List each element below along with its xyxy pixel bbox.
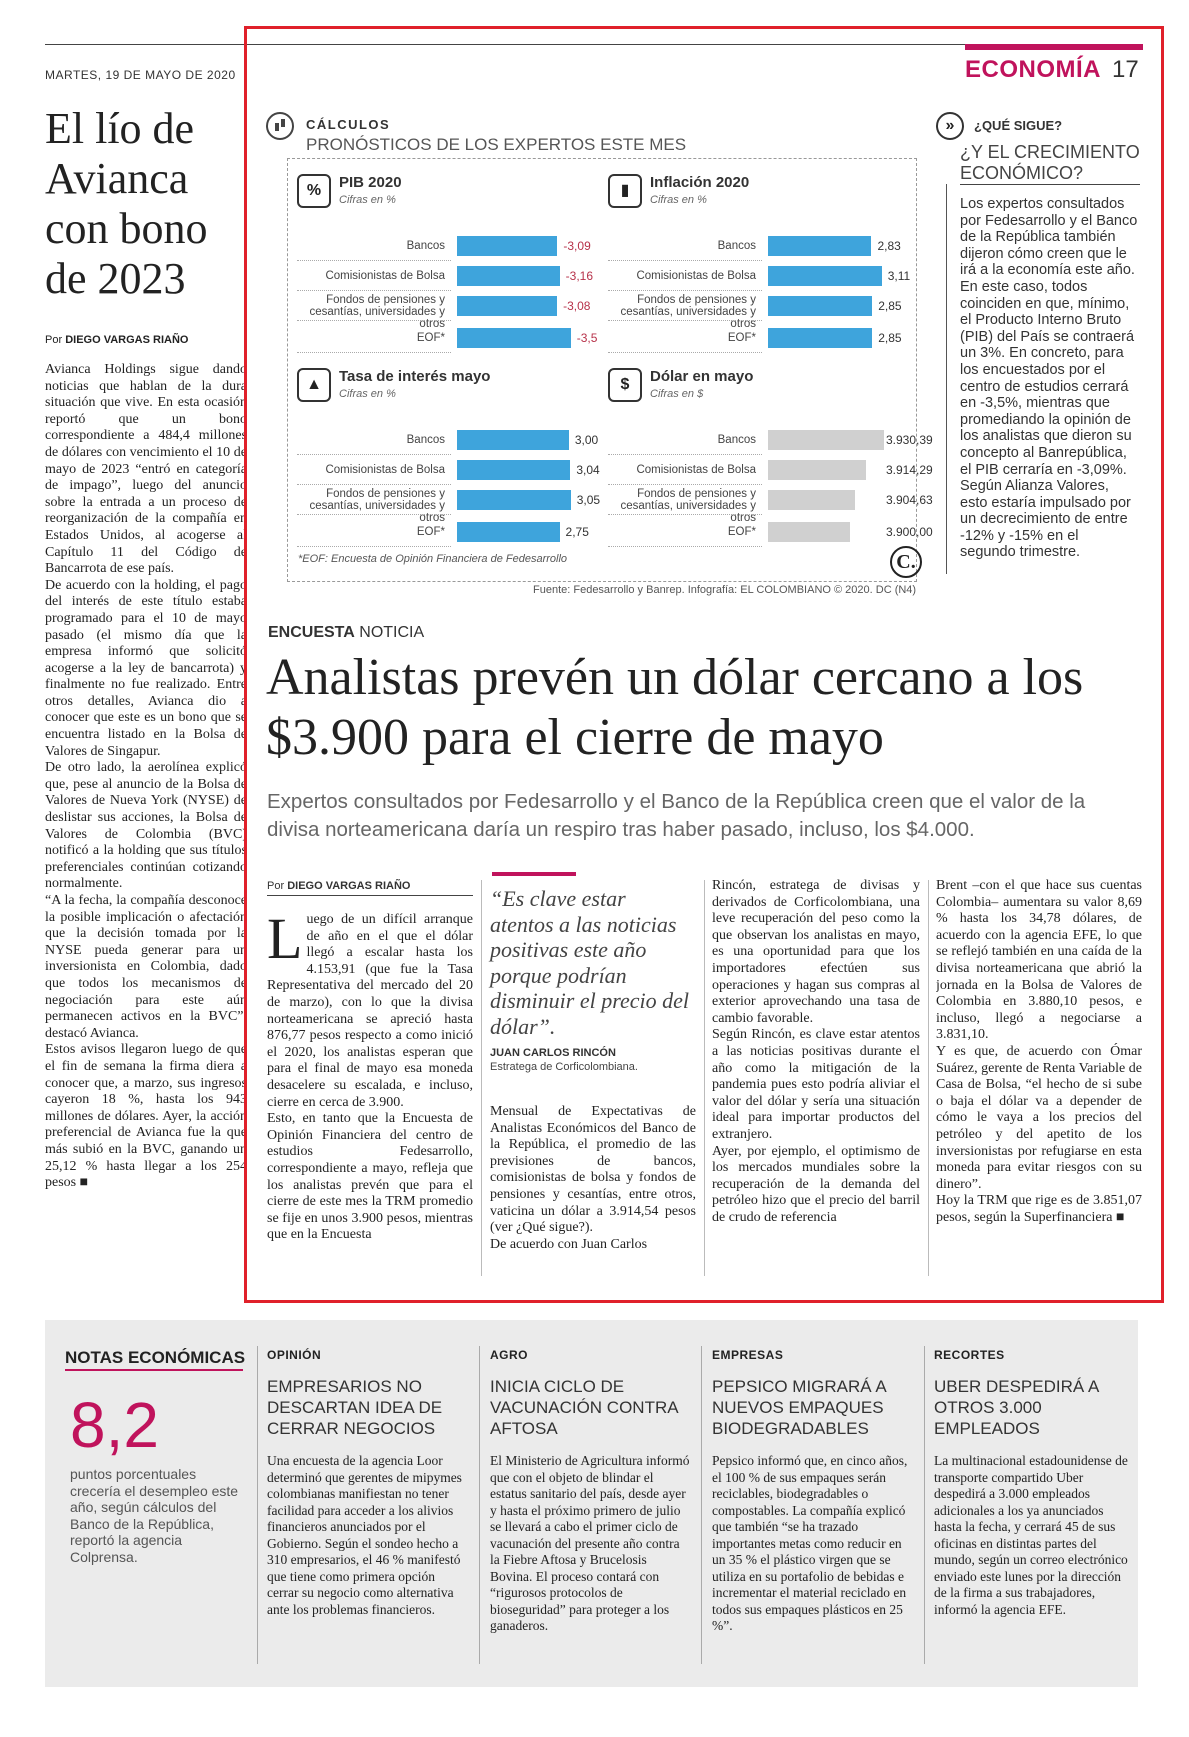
row-separator [608, 514, 762, 516]
side-story-title: El lío de Avianca con bono de 2023 [45, 104, 208, 303]
category-label: Comisionistas de Bolsa [636, 464, 756, 476]
brief-agro [490, 1348, 690, 1635]
section-label: ECONOMÍA [965, 56, 1101, 83]
row-separator [608, 484, 762, 486]
data-label: 3,05 [576, 493, 601, 507]
que-sigue-rule [960, 184, 1140, 185]
bar-3 [768, 296, 872, 316]
data-label: 2,75 [565, 525, 589, 539]
column-divider [928, 880, 929, 1276]
byline-rule [267, 895, 473, 896]
category-label: Comisionistas de Bolsa [325, 270, 445, 282]
row-separator [297, 514, 451, 516]
row-separator [608, 546, 762, 548]
bar-2 [768, 266, 882, 286]
row-separator [297, 320, 451, 322]
data-label: 3.904,63 [886, 493, 933, 507]
bar-2 [457, 460, 570, 480]
row-separator [608, 352, 762, 354]
brief-title: UBER DESPEDIRÁ A OTROS 3.000 EMPLEADOS [934, 1377, 1099, 1438]
quote-author-role: Estratega de Corficolombiana. [490, 1061, 638, 1073]
brief-body: Pepsico informó que, en cinco años, el 100 % de sus empaques serán reciclables, biodegradables o compostables. La compañía explicó que también “se ha trazado importantes metas como reducir en un 35 % el plástico virgen que se utiliza en su portafolio de bebidas e incrementar el material reciclado en todos sus empaques plásticos en 25 %”. [712, 1453, 908, 1633]
chart-title: Inflación 2020 [650, 174, 750, 191]
double-chevron-icon: » [936, 112, 964, 140]
infographic-footnote: *EOF: Encuesta de Opinión Financiera de Fedesarrollo [298, 553, 568, 565]
category-label: Comisionistas de Bolsa [325, 464, 445, 476]
infographic-label: CÁLCULOS [306, 117, 391, 132]
chart-subtitle: Cifras en $ [650, 388, 704, 400]
infographic-source: Fuente: Fedesarrollo y Banrep. Infografía: EL COLOMBIANO © 2020. DC (N4) [533, 584, 917, 596]
bar-3 [768, 490, 855, 510]
data-label: 3,11 [887, 269, 911, 283]
notas-accent-rule [65, 1369, 243, 1371]
category-label: EOF* [416, 332, 445, 344]
brief-body: Una encuesta de la agencia Loor determinó que gerentes de mipymes colombianas manifiestan no tener facilidad para acceder a los alivios financieros anunciados por el Gobierno. Según el sondeo hecho a 310 empresarios, el 46 % manifestó que tiene como primera opción cerrar su negocio como alternativa ante los problemas financieros. [267, 1453, 462, 1617]
category-label: EOF* [727, 332, 756, 344]
data-label: 3,04 [576, 463, 600, 477]
article-column-2: Mensual de Expectativas de Analistas Económicos del Banco de la República, el promedio de las previsiones de bancos, comisionistas de bolsa y fondos de pensiones y cesantías, entre otros, vaticina un dólar a 3.914,54 pesos (ver ¿Qué sigue?). De acuerdo con Juan Carlos [490, 1104, 696, 1252]
bar-3 [457, 490, 571, 510]
highlight-number: 8,2 [70, 1389, 159, 1461]
brief-divider [257, 1346, 258, 1664]
data-label: 2,85 [878, 331, 902, 345]
data-label: -3,16 [565, 269, 594, 283]
row-separator [297, 352, 451, 354]
bar-4 [457, 328, 571, 348]
bar-3 [457, 296, 557, 316]
category-label: Bancos [717, 240, 756, 252]
row-separator [297, 454, 451, 456]
brief-divider [479, 1346, 480, 1664]
article-kicker [268, 624, 424, 642]
category-label: Fondos de pensiones y cesantías, universidades y otros [620, 294, 756, 330]
article-column-4: Brent –con el que hace sus cuentas Colombia– aumentara su valor 8,69 % hasta los 34,78 dólares, de acuerdo con la agencia EFE, lo que se reflejó también en una caída de la divisa norteamericana que abrió la jornada en la Bolsa de Valores de Colombia en 3.880,10 pesos, e incluso, llegó a negociarse a 3.831,10. Y es que, de acuerdo con Ómar Suárez, gerente de Renta Variable de Casa de Bolsa, “el hecho de si sube o baja el dólar va a depender de cómo le vaya a los precios del petróleo y del apetito de los inversionistas por refugiarse en esta moneda para evitar riesgos con su dinero”. Hoy la TRM que rige es de 3.851,07 pesos, según la Superfinanciera ■ [936, 878, 1142, 1225]
chart-title: PIB 2020 [339, 174, 402, 191]
article-headline: Analistas prevén un dólar cercano a los $3.900 para el cierre de mayo [266, 649, 1084, 766]
brief-divider [701, 1346, 702, 1664]
brief-body: El Ministerio de Agricultura informó que con el objeto de blindar el estatus sanitario del país, desde ayer y hasta el próximo primero de julio se llevará a cabo el primer ciclo de vacunación del presente año contra la Fiebre Aftosa y Brucelosis Bovina. El proceso contará con “rigurosos protocolos de bioseguridad” para proteger a los ganaderos. [490, 1453, 690, 1633]
article-column-3: Rincón, estratega de divisas y derivados de Corficolombiana, una leve recuperación del peso como la que observan los analistas en mayo, es una oportunidad para que los importadores efectúen sus operaciones y hagan sus compras al exterior aprovechando una tasa de cambio favorable. Según Rincón, es clave estar atentos a las noticias positivas durante el año como la mitigación de la pandemia pues esto podría aliviar el valor del dólar y sería una situación ideal para importar productos del extranjero. Ayer, por ejemplo, el optimismo de los mercados mundiales sobre la recuperación de la demanda del petróleo hizo que el precio del barril de crudo de referencia [712, 878, 920, 1225]
brief-divider [924, 1346, 925, 1664]
calculator-icon [266, 112, 294, 140]
quote-author: JUAN CARLOS RINCÓN [490, 1047, 616, 1059]
que-sigue-divider [946, 184, 947, 574]
page-number: 17 [1112, 56, 1139, 83]
byline-name: DIEGO VARGAS RIAÑO [287, 880, 411, 892]
quote-accent-bar [492, 872, 576, 876]
row-separator [608, 454, 762, 456]
data-label: 2,83 [877, 239, 901, 253]
byline-name: DIEGO VARGAS RIAÑO [65, 334, 189, 346]
article-column-1 [267, 912, 473, 1276]
bar-2 [457, 266, 560, 286]
bar-chart-icon: ▮ [608, 174, 642, 208]
kicker-bold: ENCUESTA [268, 624, 355, 641]
notas-label: NOTAS ECONÓMICAS [65, 1348, 246, 1367]
column-divider [481, 880, 482, 1276]
bar-4 [768, 522, 850, 542]
column-1-text: uego de un difícil arranque de año en el que el dólar llegó a escalar hasta los 4.153,91 (que fue la Tasa Representativa del mercado del 20 de marzo), con lo que la divisa norteamericana se apreció hasta 876,77 pesos respecto a como inició el 2020, los analistas esperan que para el final de mayo esa moneda desacelere su escalada, e incluso, cierre en cerca de 3.900. Esto, en tanto que la Encuesta de Opinión Financiera del centro de estudios Fedesarrollo, correspondiente a mayo, refleja que los analistas prevén que para el cierre de este mes la TRM promedio se fije en unos 3.900 pesos, mientras que en la Encuesta [267, 912, 473, 1243]
brief-category: RECORTES [934, 1348, 1005, 1362]
article-deck: Expertos consultados por Fedesarrollo y el Banco de la República creen que el valor de la divisa norteamericana daría un respiro tras haber pasado, incluso, los $4.000. [267, 790, 1086, 841]
bar-4 [768, 328, 872, 348]
percent-chart-icon: % [297, 174, 331, 208]
bar-1 [457, 430, 569, 450]
bar-1 [768, 236, 871, 256]
que-sigue-body: Los expertos consultados por Fedesarrollo y el Banco de la República también dijeron cómo creen que le irá a la economía este año. En este caso, todos coinciden en que, mínimo, el Producto Interno Bruto (PIB) del País se contraerá un 3%. En concreto, para los encuestados por el centro de estudios cerrará en -3,5%, mientras que promediando la opinión de los analistas que dieron su concepto al Banrepública, el PIB cerraría en -3,09%. Según Alianza Valores, esto estaría impulsado por un decrecimiento de entre -12% y -15% en el segundo trimestre. [960, 196, 1138, 561]
row-separator [608, 260, 762, 262]
data-label: -3,5 [576, 331, 598, 345]
chart-subtitle: Cifras en % [339, 194, 396, 206]
chart-title: Tasa de interés mayo [339, 368, 491, 385]
category-label: Bancos [717, 434, 756, 446]
brief-category: EMPRESAS [712, 1348, 784, 1362]
pull-quote: “Es clave estar atentos a las noticias positivas este año porque podrían disminuir el precio del dólar”. [490, 886, 689, 1039]
chart-subtitle: Cifras en % [650, 194, 707, 206]
brief-category: AGRO [490, 1348, 528, 1362]
brief-title: EMPRESARIOS NO DESCARTAN IDEA DE CERRAR NEGOCIOS [267, 1377, 443, 1438]
highlight-number-desc: puntos porcentuales crecería el desempleo este año, según cálculos del Banco de la República, reportó la agencia Colprensa. [70, 1466, 239, 1565]
category-label: Fondos de pensiones y cesantías, universidades y otros [620, 488, 756, 524]
bar-1 [768, 430, 884, 450]
data-label: 3.900,00 [886, 525, 933, 539]
row-separator [297, 260, 451, 262]
que-sigue-title: ¿Y EL CRECIMIENTO ECONÓMICO? [960, 142, 1140, 183]
article-byline [267, 880, 410, 892]
data-label: -3,08 [563, 299, 591, 313]
data-label: 2,85 [878, 299, 902, 313]
row-separator [297, 290, 451, 292]
data-label: 3.914,29 [886, 463, 933, 477]
brief-empresas [712, 1348, 912, 1635]
brief-title: INICIA CICLO DE VACUNACIÓN CONTRA AFTOSA [490, 1377, 678, 1438]
category-label: Fondos de pensiones y cesantías, universidades y otros [309, 294, 445, 330]
brief-body: La multinacional estadounidense de transporte compartido Uber despedirá a 3.000 empleados adicionales a los ya anunciados hasta la fecha, y cerrará 45 de sus oficinas en distintas partes del mundo, según un correo electrónico enviado este lunes por la dirección de la firma a sus trabajadores, informó la agencia EFE. [934, 1453, 1128, 1617]
brief-title: PEPSICO MIGRARÁ A NUEVOS EMPAQUES BIODEGRADABLES [712, 1377, 886, 1438]
category-label: Bancos [406, 434, 445, 446]
category-label: Comisionistas de Bolsa [636, 270, 756, 282]
row-separator [297, 484, 451, 486]
byline-prefix: Por [267, 880, 285, 892]
infographic-subtitle: PRONÓSTICOS DE LOS EXPERTOS ESTE MES [306, 135, 687, 154]
bar-1 [457, 236, 557, 256]
data-label: 3.930,39 [886, 433, 933, 447]
brief-category: OPINIÓN [267, 1348, 322, 1362]
rising-bars-icon: ▲ [297, 368, 331, 402]
newspaper-logo: C. [890, 546, 922, 578]
data-label: 3,00 [574, 433, 599, 447]
dropcap: L [267, 912, 303, 971]
chart-title: Dólar en mayo [650, 368, 754, 385]
que-sigue-label: ¿QUÉ SIGUE? [974, 118, 1063, 133]
row-separator [297, 546, 451, 548]
data-label: -3,09 [563, 239, 591, 253]
issue-date: MARTES, 19 DE MAYO DE 2020 [45, 68, 236, 82]
kicker-text: NOTICIA [359, 624, 425, 641]
banknote-icon: $ [608, 368, 642, 402]
category-label: Bancos [406, 240, 445, 252]
brief-recortes [934, 1348, 1134, 1618]
category-label: EOF* [727, 526, 756, 538]
bar-4 [457, 522, 560, 542]
brief-opinion [267, 1348, 467, 1618]
side-story-byline [45, 334, 188, 346]
row-separator [608, 320, 762, 322]
chart-subtitle: Cifras en % [339, 388, 396, 400]
category-label: Fondos de pensiones y cesantías, universidades y otros [309, 488, 445, 524]
category-label: EOF* [416, 526, 445, 538]
byline-prefix: Por [45, 334, 63, 346]
bar-2 [768, 460, 866, 480]
column-divider [704, 880, 705, 1276]
side-story-body: Avianca Holdings sigue dando noticias que hablan de la dura situación que vive. En esta ocasión reportó que un bono correspondiente a 484,4 millones de dólares con vencimiento el 10 de mayo de 2023 “entró en categoría de impago”, luego del anuncio sobre la entrada a un proceso de reorganización de la compañía en Estados Unidos, al acogerse al Capítulo 11 del Código de Bancarrota de ese país. De acuerdo con la holding, el pago del interés de este título estaba programado para el 10 de mayo pasado (el mismo día que la empresa informó que solicitó acogerse a la ley de bancarrota) y finalmente no fue realizado. Entre otros detalles, Avianca dio a conocer que este es un bono que se encuentra listado en la Bolsa de Valores de Singapur. De otro lado, la aerolínea explicó que, pese al anuncio de la Bolsa de Valores de Nueva York (NYSE) de deslistar sus acciones, la Bolsa de Valores de Colombia (BVC) notificó a la holding que sus títulos preferenciales continúan cotizando normalmente. “A la fecha, la compañía desconoce la posible implicación o afectación que la decisión tomada por la NYSE pueda generar para un inversionista en Colombia, dado que todos los mecanismos de negociación para este aún permanecen activos en la BVC”, destacó Avianca. Estos avisos llegaron luego de que el fin de semana la firma diera a conocer que, a marzo, sus ingresos cayeron 18 %, hasta los 943 millones de dólares. Ayer, la acción preferencial de Avianca fue la que más subió en la BVC, ganando un 25,12 % hasta llegar a los 254 pesos ■ [45, 362, 247, 1191]
row-separator [608, 290, 762, 292]
